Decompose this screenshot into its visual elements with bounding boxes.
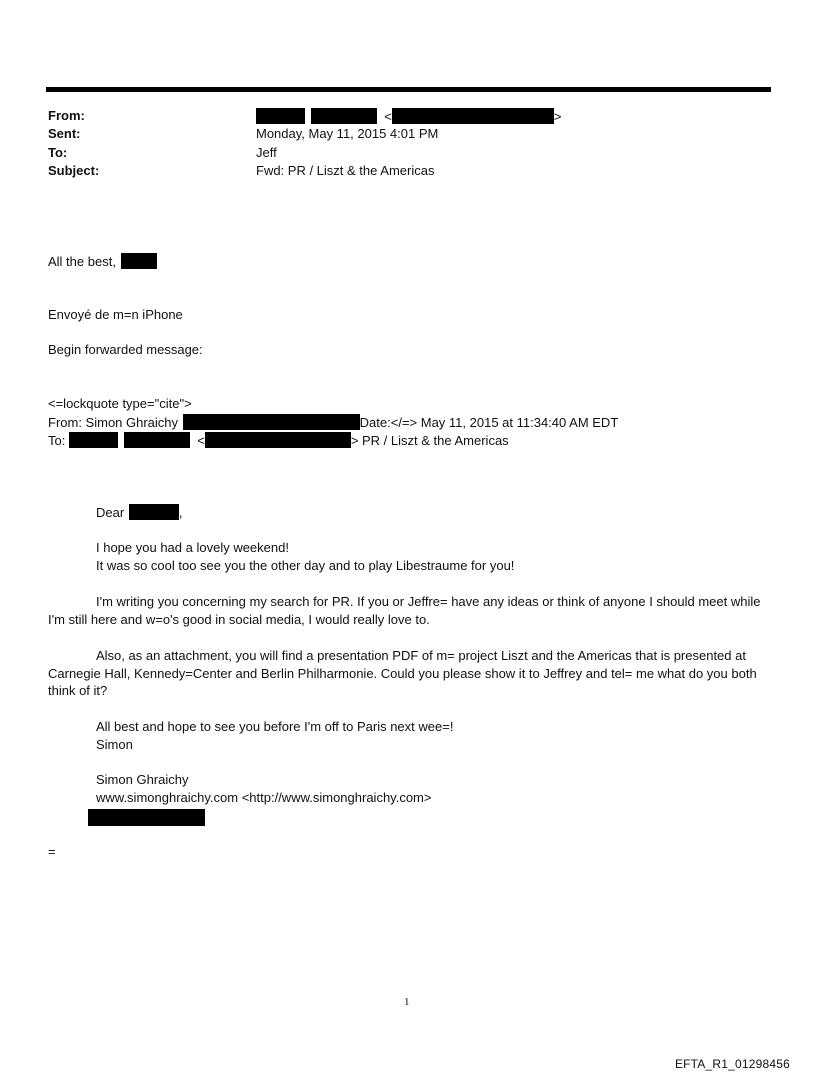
from-value xyxy=(256,108,561,125)
forwarded-date-text: Date:</=> May 11, 2015 at 11:34:40 AM EDT xyxy=(359,415,619,430)
sent-from-iphone: Envoyé de m=n iPhone xyxy=(48,307,183,322)
to-label: To: xyxy=(48,145,68,160)
redaction-block xyxy=(88,809,205,826)
redaction-block xyxy=(121,253,157,269)
sign-off xyxy=(48,253,157,270)
redaction-block xyxy=(129,504,179,520)
signature-url[interactable]: www.simonghraichy.com <http://www.simonghraichy.com> xyxy=(96,790,432,805)
to-value: Jeff xyxy=(256,145,277,160)
subject-label: Subject: xyxy=(48,163,100,178)
trailing-equals: = xyxy=(48,844,56,859)
signature-name: Simon Ghraichy xyxy=(96,772,189,787)
page-number: 1 xyxy=(404,996,410,1008)
paragraph-pr: I'm writing you concerning my search for PR. If you or Jeffre= have any ideas or think of anyone I should meet while I'm still here and w=o's good in social media, I would really love to. xyxy=(48,594,761,627)
redaction-block xyxy=(311,108,377,124)
salutation-text: Dear xyxy=(96,505,125,520)
salutation-comma: , xyxy=(178,505,183,520)
redaction-block xyxy=(205,432,351,448)
document-id: EFTA_R1_01298456 xyxy=(674,1057,790,1071)
line-all-best: All best and hope to see you before I'm off to Paris next wee=! xyxy=(96,719,454,734)
blockquote-artifact: <=lockquote type="cite"> xyxy=(48,396,192,411)
redaction-block xyxy=(392,108,554,124)
from-gt: > xyxy=(553,109,562,124)
line-simon: Simon xyxy=(96,737,133,752)
paragraph-attachment: Also, as an attachment, you will find a presentation PDF of m= project Liszt and the Americas that is presented at Carnegie Hall, Kennedy=Center and Berlin Philharmonie. Could you please show it to Jeffrey and tel= me what do you both think of it? xyxy=(48,648,757,698)
redaction-block xyxy=(124,432,190,448)
redaction-block xyxy=(256,108,305,124)
line-cool: It was so cool too see you the other day and to play Libestraume for you! xyxy=(96,558,515,573)
header-rule xyxy=(46,87,771,92)
sign-off-text: All the best, xyxy=(48,254,116,269)
forwarded-to-line xyxy=(48,432,509,449)
begin-forwarded: Begin forwarded message: xyxy=(48,342,203,357)
redaction-block xyxy=(69,432,118,448)
sent-label: Sent: xyxy=(48,126,81,141)
from-label: From: xyxy=(48,108,85,123)
redaction-block xyxy=(183,414,360,430)
forwarded-from-line xyxy=(48,414,618,431)
forwarded-from-text: From: Simon Ghraichy xyxy=(48,415,179,430)
from-lt: < xyxy=(384,109,392,124)
forwarded-to-label: To: xyxy=(48,433,66,448)
salutation xyxy=(96,504,182,521)
line-hope: I hope you had a lovely weekend! xyxy=(96,540,289,555)
subject-value: Fwd: PR / Liszt & the Americas xyxy=(256,163,435,178)
forwarded-subject-text: > PR / Liszt & the Americas xyxy=(350,433,509,448)
forwarded-to-lt: < xyxy=(197,433,205,448)
sent-value: Monday, May 11, 2015 4:01 PM xyxy=(256,126,439,141)
